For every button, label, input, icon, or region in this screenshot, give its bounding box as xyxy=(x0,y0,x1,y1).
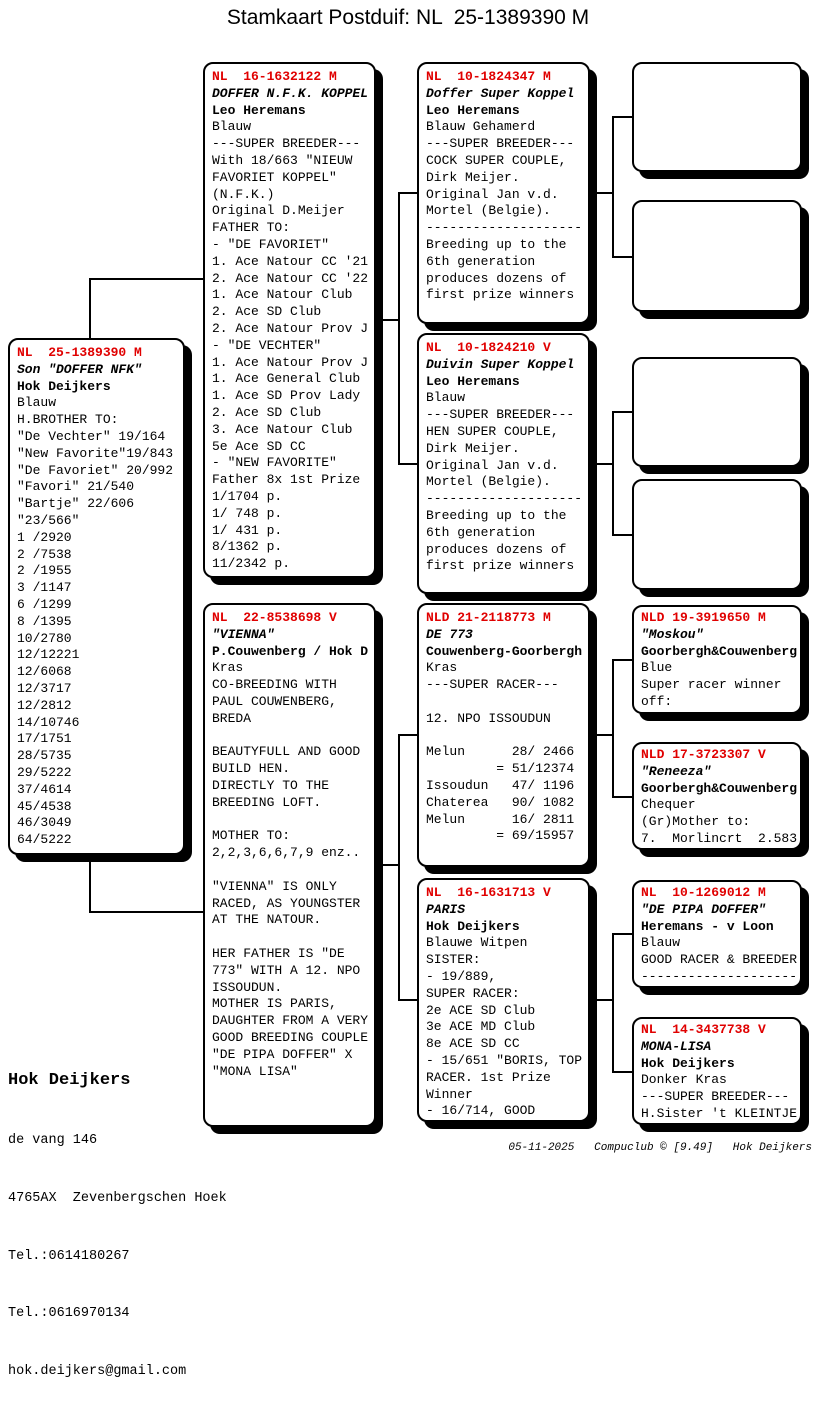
pigeon-name: "DE PIPA DOFFER" xyxy=(641,901,766,917)
ring-number: NL 16-1632122 M xyxy=(212,69,337,84)
info-line: SUPER RACER: xyxy=(426,985,520,1001)
info-line: FATHER TO: xyxy=(212,220,291,236)
pedigree-box-empty-4 xyxy=(632,479,802,590)
info-line: AT THE NATOUR. xyxy=(212,912,322,928)
info-line: 1. Ace General Club xyxy=(212,371,361,387)
info-line: Blauw xyxy=(641,935,681,951)
info-line: ---SUPER RACER--- xyxy=(426,677,559,693)
info-line: Blauw Gehamerd xyxy=(426,119,536,135)
info-line xyxy=(212,812,367,829)
info-line: "De Vechter" 19/164 xyxy=(17,428,166,444)
owner-name: P.Couwenberg / Hok D xyxy=(212,643,369,659)
connector-line xyxy=(590,463,614,465)
connector-line xyxy=(612,534,632,536)
info-line: Dirk Meijer. xyxy=(426,440,520,456)
connector-line xyxy=(398,192,417,194)
pedigree-box-dam xyxy=(203,603,376,1127)
owner-name: Hok Deijkers xyxy=(641,1055,735,1071)
info-line: first prize winners xyxy=(426,287,575,303)
info-line: Blauw xyxy=(212,119,252,135)
info-line: RACER. 1st Prize xyxy=(426,1069,551,1085)
connector-line xyxy=(612,256,632,258)
info-line: 1. Ace Natour CC '21 xyxy=(212,253,369,269)
info-line: ---SUPER BREEDER--- xyxy=(426,136,575,152)
info-line: CO-BREEDING WITH xyxy=(212,677,337,693)
info-line: 1/ 748 p. xyxy=(212,505,283,521)
info-line: BREEDING LOFT. xyxy=(212,794,322,810)
info-line: - "DE VECHTER" xyxy=(212,337,322,353)
info-line: Super racer winner xyxy=(641,677,782,693)
info-line: 12/2812 xyxy=(17,697,72,713)
info-line: 1/1704 p. xyxy=(212,488,283,504)
info-line: GOOD RACER & BREEDER xyxy=(641,952,798,968)
info-line: 10/2780 xyxy=(17,630,72,646)
pigeon-name: "Moskou" xyxy=(641,626,704,642)
connector-line xyxy=(612,411,632,413)
info-line: 28/5735 xyxy=(17,748,72,764)
connector-line xyxy=(89,911,203,913)
info-line: - 19/889, xyxy=(426,968,497,984)
owner-name: Couwenberg-Goorbergh xyxy=(426,643,583,659)
info-line: H.BROTHER TO: xyxy=(17,412,119,428)
info-line: 11/2342 p. xyxy=(212,556,291,572)
info-line: 8 /1395 xyxy=(17,613,72,629)
info-line: H.Sister 't KLEINTJE xyxy=(641,1105,798,1121)
pedigree-box-sire xyxy=(203,62,376,578)
info-line: Chaterea 90/ 1082 xyxy=(426,794,575,810)
pigeon-name: Doffer Super Koppel xyxy=(426,85,575,101)
ring-number: NL 10-1824210 V xyxy=(426,340,551,355)
info-line: DAUGHTER FROM A VERY xyxy=(212,1013,369,1029)
info-line: Dirk Meijer. xyxy=(426,169,520,185)
info-line: 2 /7538 xyxy=(17,546,72,562)
connector-line xyxy=(612,933,632,935)
connector-line xyxy=(612,659,632,661)
info-line: ---SUPER BREEDER--- xyxy=(641,1089,790,1105)
ring-number: NLD 17-3723307 V xyxy=(641,747,766,762)
connector-line xyxy=(590,734,614,736)
pigeon-name: MONA-LISA xyxy=(641,1038,712,1054)
connector-line xyxy=(612,1071,632,1073)
info-line: Blauwe Witpen xyxy=(426,935,528,951)
info-line: 12/6068 xyxy=(17,664,72,680)
info-line: Donker Kras xyxy=(641,1072,727,1088)
info-line: - 15/651 "BORIS, TOP xyxy=(426,1052,583,1068)
info-line: Breeding up to the xyxy=(426,236,567,252)
info-line: (N.F.K.) xyxy=(212,186,275,202)
info-line: Chequer xyxy=(641,797,696,813)
connector-line xyxy=(612,116,632,118)
info-line: 8/1362 p. xyxy=(212,539,283,555)
info-line: Blauw xyxy=(426,390,466,406)
ring-number: NL 25-1389390 M xyxy=(17,345,142,360)
info-line: "MONA LISA" xyxy=(212,1063,298,1079)
info-line: MOTHER IS PARIS, xyxy=(212,996,337,1012)
info-line: 12/12221 xyxy=(17,647,80,663)
info-line: 7. Morlincrt 2.583 xyxy=(641,830,798,846)
info-line: - "DE FAVORIET" xyxy=(212,236,330,252)
connector-line xyxy=(612,116,614,258)
info-line: "New Favorite"19/843 xyxy=(17,445,174,461)
connector-line xyxy=(398,734,400,1001)
owner-name: Leo Heremans xyxy=(426,102,520,118)
pedigree-box-empty-3 xyxy=(632,357,802,467)
connector-line xyxy=(398,463,417,465)
info-line: "23/566" xyxy=(17,512,80,528)
ring-number: NL 14-3437738 V xyxy=(641,1022,766,1037)
contact-block xyxy=(8,1032,227,1419)
owner-name: Leo Heremans xyxy=(426,373,520,389)
info-line: 3. Ace Natour Club xyxy=(212,421,353,437)
owner-name: Goorbergh&Couwenberg xyxy=(641,780,798,796)
info-line: MOTHER TO: xyxy=(212,828,291,844)
info-line: Winner xyxy=(426,1086,473,1102)
page-title: Stamkaart Postduif: NL 25-1389390 M xyxy=(226,6,590,29)
pedigree-box-dam-dam-dam xyxy=(632,1017,802,1125)
contact-email: hok.deijkers@gmail.com xyxy=(8,1364,187,1380)
info-line: SISTER: xyxy=(426,952,481,968)
pigeon-name: PARIS xyxy=(426,901,466,917)
info-line: PAUL COUWENBERG, xyxy=(212,693,337,709)
info-line: 2. Ace SD Club xyxy=(212,404,322,420)
owner-name: Goorbergh&Couwenberg xyxy=(641,643,798,659)
info-line: "VIENNA" IS ONLY xyxy=(212,878,337,894)
contact-name: Hok Deijkers xyxy=(8,1071,131,1090)
info-line: = 69/15957 xyxy=(426,828,575,844)
info-line: DIRECTLY TO THE xyxy=(212,777,330,793)
connector-line xyxy=(89,278,203,280)
pedigree-box-sire-sire xyxy=(417,62,590,324)
info-line: ISSOUDUN. xyxy=(212,979,283,995)
info-line: 37/4614 xyxy=(17,781,72,797)
contact-phone-1: Tel.:0614180267 xyxy=(8,1248,130,1264)
info-line: -------------------- xyxy=(426,220,583,236)
pedigree-box-subject xyxy=(8,338,185,855)
pigeon-name: Duivin Super Koppel xyxy=(426,356,575,372)
info-line: With 18/663 "NIEUW xyxy=(212,152,353,168)
footer-credit: 05-11-2025 Compuclub © [9.49] Hok Deijkers xyxy=(508,1142,812,1154)
info-line: ---SUPER BREEDER--- xyxy=(426,407,575,423)
info-line: Melun 28/ 2466 xyxy=(426,744,575,760)
info-line: - "NEW FAVORITE" xyxy=(212,455,337,471)
contact-address: de vang 146 xyxy=(8,1133,98,1148)
info-line: Blue xyxy=(641,660,673,676)
info-line: 1. Ace Natour Prov J xyxy=(212,354,369,370)
connector-line xyxy=(398,734,417,736)
info-line xyxy=(212,862,367,879)
pigeon-name: Son "DOFFER NFK" xyxy=(17,361,142,377)
info-line: 2. Ace Natour Prov J xyxy=(212,320,369,336)
connector-line xyxy=(398,192,400,465)
owner-name: Hok Deijkers xyxy=(426,918,520,934)
info-line: 2 /1955 xyxy=(17,563,72,579)
connector-line xyxy=(590,192,614,194)
info-line: 14/10746 xyxy=(17,714,80,730)
info-line: "De Favoriet" 20/992 xyxy=(17,462,174,478)
info-line: 3 /1147 xyxy=(17,580,72,596)
info-line: Original Jan v.d. xyxy=(426,186,559,202)
connector-line xyxy=(89,853,91,913)
ring-number: NLD 19-3919650 M xyxy=(641,610,766,625)
pedigree-box-dam-sire-dam xyxy=(632,742,802,850)
ring-number: NL 16-1631713 V xyxy=(426,885,551,900)
pedigree-box-empty-2 xyxy=(632,200,802,312)
info-line: Original D.Meijer xyxy=(212,203,345,219)
info-line: Melun 16/ 2811 xyxy=(426,811,575,827)
info-line xyxy=(212,929,367,946)
info-line: 2e ACE SD Club xyxy=(426,1002,536,1018)
ring-number: NL 10-1269012 M xyxy=(641,885,766,900)
info-line: produces dozens of xyxy=(426,541,567,557)
info-line: Father 8x 1st Prize xyxy=(212,472,361,488)
info-line: FAVORIET KOPPEL" xyxy=(212,169,337,185)
info-line: 6th generation xyxy=(426,524,536,540)
info-line: 1. Ace SD Prov Lady xyxy=(212,388,361,404)
info-line: 1. Ace Natour Club xyxy=(212,287,353,303)
contact-city: 4765AX Zevenbergschen Hoek xyxy=(8,1190,227,1206)
info-line: 12/3717 xyxy=(17,680,72,696)
info-line: HEN SUPER COUPLE, xyxy=(426,423,559,439)
pedigree-box-dam-dam-sire xyxy=(632,880,802,988)
connector-line xyxy=(612,659,614,798)
info-line: "DE PIPA DOFFER" X xyxy=(212,1046,353,1062)
owner-name: Hok Deijkers xyxy=(17,378,111,394)
info-line: Mortel (Belgie). xyxy=(426,474,551,490)
info-line: Original Jan v.d. xyxy=(426,457,559,473)
info-line: 1 /2920 xyxy=(17,529,72,545)
info-line: Kras xyxy=(212,660,244,676)
ring-number: NL 10-1824347 M xyxy=(426,69,551,84)
pedigree-box-dam-sire-sire xyxy=(632,605,802,714)
info-line: Issoudun 47/ 1196 xyxy=(426,777,575,793)
info-line: 6th generation xyxy=(426,253,536,269)
info-line: "Favori" 21/540 xyxy=(17,479,135,495)
info-line: HER FATHER IS "DE xyxy=(212,945,345,961)
ring-number: NLD 21-2118773 M xyxy=(426,610,551,625)
info-line: 45/4538 xyxy=(17,798,72,814)
info-line: 12. NPO ISSOUDUN xyxy=(426,710,551,726)
info-line: off: xyxy=(641,693,673,709)
info-line: 2. Ace Natour CC '22 xyxy=(212,270,369,286)
info-line: ---SUPER BREEDER--- xyxy=(212,136,361,152)
info-line xyxy=(426,694,581,711)
info-line xyxy=(212,728,367,745)
info-line: BREDA xyxy=(212,710,252,726)
pigeon-name: "VIENNA" xyxy=(212,626,275,642)
info-line: 2. Ace SD Club xyxy=(212,304,322,320)
info-line: 1/ 431 p. xyxy=(212,522,283,538)
info-line: "Bartje" 22/606 xyxy=(17,496,135,512)
info-line: 2,2,3,6,6,7,9 enz.. xyxy=(212,845,361,861)
connector-line xyxy=(89,278,91,340)
pigeon-name: DE 773 xyxy=(426,626,473,642)
info-line: 29/5222 xyxy=(17,764,72,780)
connector-line xyxy=(590,999,614,1001)
info-line: 8e ACE SD CC xyxy=(426,1036,520,1052)
info-line: produces dozens of xyxy=(426,270,567,286)
info-line: RACED, AS YOUNGSTER xyxy=(212,895,361,911)
info-line: 3e ACE MD Club xyxy=(426,1019,536,1035)
info-line: -------------------- xyxy=(426,491,583,507)
pedigree-box-empty-1 xyxy=(632,62,802,172)
info-line: = 51/12374 xyxy=(426,761,575,777)
pedigree-box-sire-dam xyxy=(417,333,590,594)
info-line: Mortel (Belgie). xyxy=(426,203,551,219)
pedigree-box-dam-dam xyxy=(417,878,590,1122)
info-line: Blauw xyxy=(17,395,57,411)
info-line: first prize winners xyxy=(426,558,575,574)
connector-line xyxy=(612,933,614,1073)
connector-line xyxy=(612,411,614,536)
connector-line xyxy=(398,999,417,1001)
info-line: 773" WITH A 12. NPO xyxy=(212,962,361,978)
info-line: COCK SUPER COUPLE, xyxy=(426,152,567,168)
connector-line xyxy=(612,796,632,798)
ring-number: NL 22-8538698 V xyxy=(212,610,337,625)
info-line: - 16/714, GOOD xyxy=(426,1103,536,1119)
connector-line xyxy=(376,319,400,321)
info-line xyxy=(426,728,581,745)
info-line: BEAUTYFULL AND GOOD xyxy=(212,744,361,760)
info-line: 6 /1299 xyxy=(17,596,72,612)
info-line: -------------------- xyxy=(641,968,798,984)
pigeon-name: "Reneeza" xyxy=(641,763,712,779)
info-line: Breeding up to the xyxy=(426,507,567,523)
info-line: Kras xyxy=(426,660,458,676)
connector-line xyxy=(376,864,400,866)
pigeon-name: DOFFER N.F.K. KOPPEL xyxy=(212,85,369,101)
info-line: 17/1751 xyxy=(17,731,72,747)
owner-name: Leo Heremans xyxy=(212,102,306,118)
info-line: 5e Ace SD CC xyxy=(212,438,306,454)
info-line: 64/5222 xyxy=(17,832,72,848)
owner-name: Heremans - v Loon xyxy=(641,918,774,934)
pedigree-box-dam-sire xyxy=(417,603,590,867)
info-line: BUILD HEN. xyxy=(212,761,291,777)
info-line: GOOD BREEDING COUPLE xyxy=(212,1029,369,1045)
contact-phone-2: Tel.:0616970134 xyxy=(8,1306,130,1322)
info-line: (Gr)Mother to: xyxy=(641,814,751,830)
info-line: 46/3049 xyxy=(17,815,72,831)
